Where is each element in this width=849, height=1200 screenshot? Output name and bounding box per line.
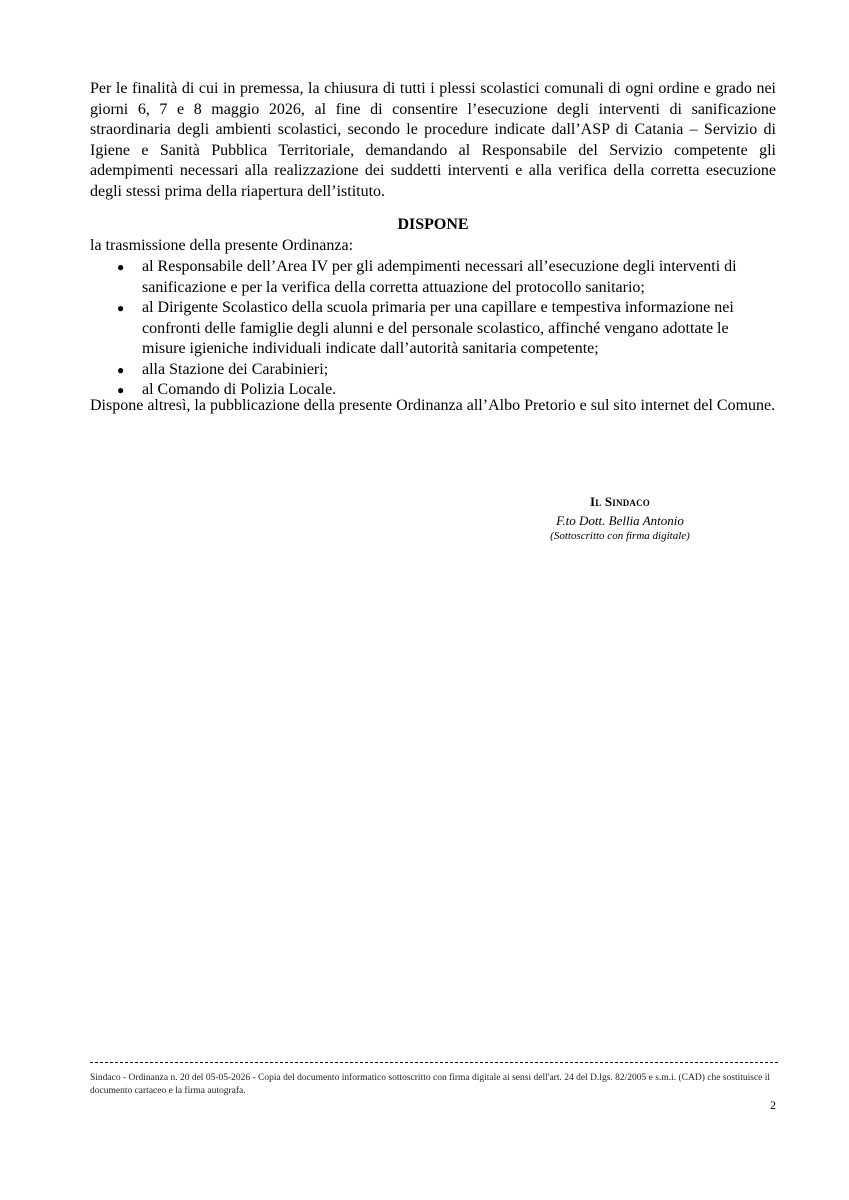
opening-paragraph: Per le finalità di cui in premessa, la chiusura di tutti i plessi scolastici comunali di ogni ordine e grado nei giorni 6, 7 e 8 maggio 2026, al fine di consentire l’esecuzione degli interventi di sanificazione straordinaria degli ambienti scolastici, secondo le procedure indicate dall’ASP di Catania – Servizio di Igiene e Sanità Pubblica Territoriale, demandando al Responsabile del Servizio competente gli adempimenti necessari alla realizzazione dei suddetti interventi e alla verifica della corretta esecuzione degli stessi prima della riapertura dell’istituto. bbox=[90, 80, 776, 200]
recipients-list bbox=[90, 257, 776, 401]
recipient-text: al Responsabile dell’Area IV per gli adempimenti necessari all’esecuzione degli interventi di sanificazione e per la verifica della corretta attuazione del protocollo sanitario; bbox=[142, 258, 737, 296]
signature-title: Il Sindaco bbox=[589, 494, 651, 509]
bullet-icon: ● bbox=[117, 362, 125, 377]
section-heading: DISPONE bbox=[397, 216, 469, 233]
footer-divider bbox=[90, 1062, 778, 1063]
page-number: 2 bbox=[770, 1098, 776, 1112]
bullet-icon: ● bbox=[117, 383, 125, 397]
recipient-text: alla Stazione dei Carabinieri; bbox=[142, 360, 329, 378]
bullet-icon: ● bbox=[117, 260, 125, 274]
recipient-text: al Dirigente Scolastico della scuola primaria per una capillare e tempestiva informazione nei confronti delle famiglie degli alunni e del personale scolastico, affinché vengano adottate le misure igieniche individuali indicate dall’autorità sanitaria competente; bbox=[142, 299, 734, 357]
footer-text: Sindaco - Ordinanza n. 20 del 05-05-2026 - Copia del documento informatico sottoscritto con firma digitale ai sensi dell'art. 24 del D.lgs. 82/2005 e s.m.i. (CAD) che sostituisce il documento cartaceo e la firma autografa. bbox=[90, 1073, 771, 1096]
signature-note: (Sottoscritto con firma digitale) bbox=[550, 530, 690, 542]
intro-line: la trasmissione della presente Ordinanza: bbox=[90, 237, 354, 254]
list-item bbox=[90, 360, 776, 381]
bullet-icon: ● bbox=[117, 301, 125, 315]
signature-name: F.to Dott. Bellia Antonio bbox=[556, 513, 684, 528]
closing-paragraph: Dispone altresì, la pubblicazione della presente Ordinanza all’Albo Pretorio e sul sito internet del Comune. bbox=[90, 397, 776, 414]
list-item bbox=[90, 298, 776, 360]
list-item bbox=[90, 257, 776, 298]
recipient-text: al Comando di Polizia Locale. bbox=[142, 381, 337, 398]
